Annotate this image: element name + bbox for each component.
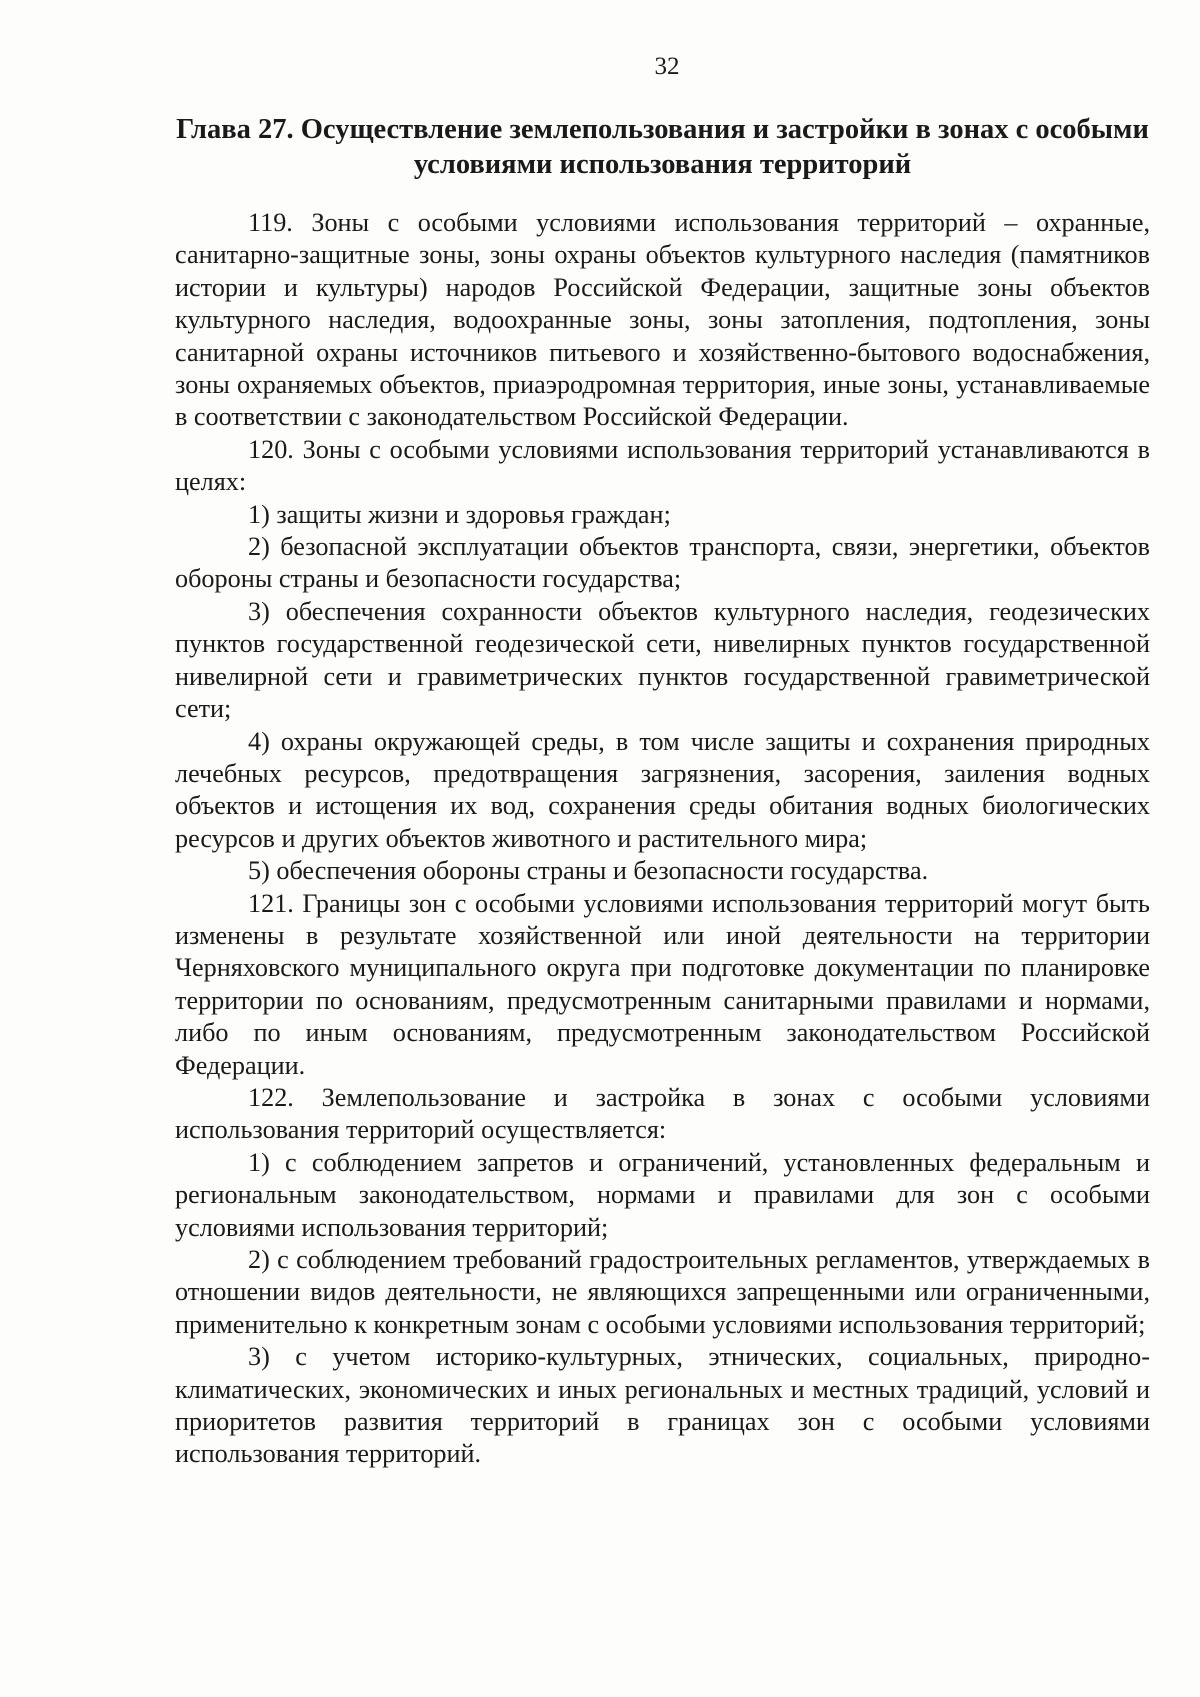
paragraph-122: 122. Землепользование и застройка в зонах с особыми условиями использования территорий осуществляется: [175, 1082, 1150, 1145]
list-item: 5) обеспечения обороны страны и безопасности государства. [248, 856, 929, 886]
list-item: 1) с соблюдением запретов и ограничений, установленных федеральным и региональным законодательством, нормами и правилами для зон с особыми условиями использования территорий; [175, 1147, 1150, 1242]
paragraph-120: 120. Зоны с особыми условиями использования территорий устанавливаются в целях: [175, 434, 1150, 497]
list-item: 2) безопасной эксплуатации объектов транспорта, связи, энергетики, объектов обороны страны и безопасности государства; [175, 532, 1150, 594]
chapter-title: Глава 27. Осуществление землепользования и застройки в зонах с особыми условиями использования территорий [176, 114, 1149, 180]
list-item: 1) защиты жизни и здоровья граждан; [248, 499, 671, 529]
list-item: 2) с соблюдением требований градостроительных регламентов, утверждаемых в отношении видов деятельности, не являющихся запрещенными или ограниченными, применительно к конкретным зонам с особыми условиями использования территорий; [175, 1245, 1150, 1339]
document-body [175, 207, 1150, 1471]
list-item: 3) с учетом историко-культурных, этнических, социальных, природно-климатических, экономических и иных региональных и местных традиций, условий и приоритетов развития территорий в границах зон с особыми условиями использования территорий. [175, 1342, 1150, 1469]
list-item: 3) обеспечения сохранности объектов культурного наследия, геодезических пунктов государственной геодезической сети, нивелирных пунктов государственной нивелирной сети и гравиметрических пунктов государственной гравиметрической сети; [175, 596, 1150, 724]
list-item: 4) охраны окружающей среды, в том числе защиты и сохранения природных лечебных ресурсов, предотвращения загрязнения, засорения, заиления водных объектов и истощения их вод, сохранения среды обитания водных биологических ресурсов и других объектов животного и растительного мира; [175, 726, 1150, 853]
page-number: 32 [654, 53, 680, 80]
paragraph-119: 119. Зоны с особыми условиями использования территорий – охранные, санитарно-защитные зоны, зоны охраны объектов культурного наследия (памятников истории и культуры) народов Российской Федерации, защитные зоны объектов культурного наследия, водоохранные зоны, зоны затопления, подтопления, зоны санитарной охраны источников питьевого и хозяйственно-бытового водоснабжения, зоны охраняемых объектов, приаэродромная территория, иные зоны, устанавливаемые в соответствии с законодательством Российской Федерации. [175, 208, 1150, 432]
paragraph-121: 121. Границы зон с особыми условиями использования территорий могут быть изменены в результате хозяйственной или иной деятельности на территории Черняховского муниципального округа при подготовке документации по планировке территории по основаниям, предусмотренным санитарными правилами и нормами, либо по иным основаниям, предусмотренным законодательством Российской Федерации. [175, 888, 1150, 1080]
